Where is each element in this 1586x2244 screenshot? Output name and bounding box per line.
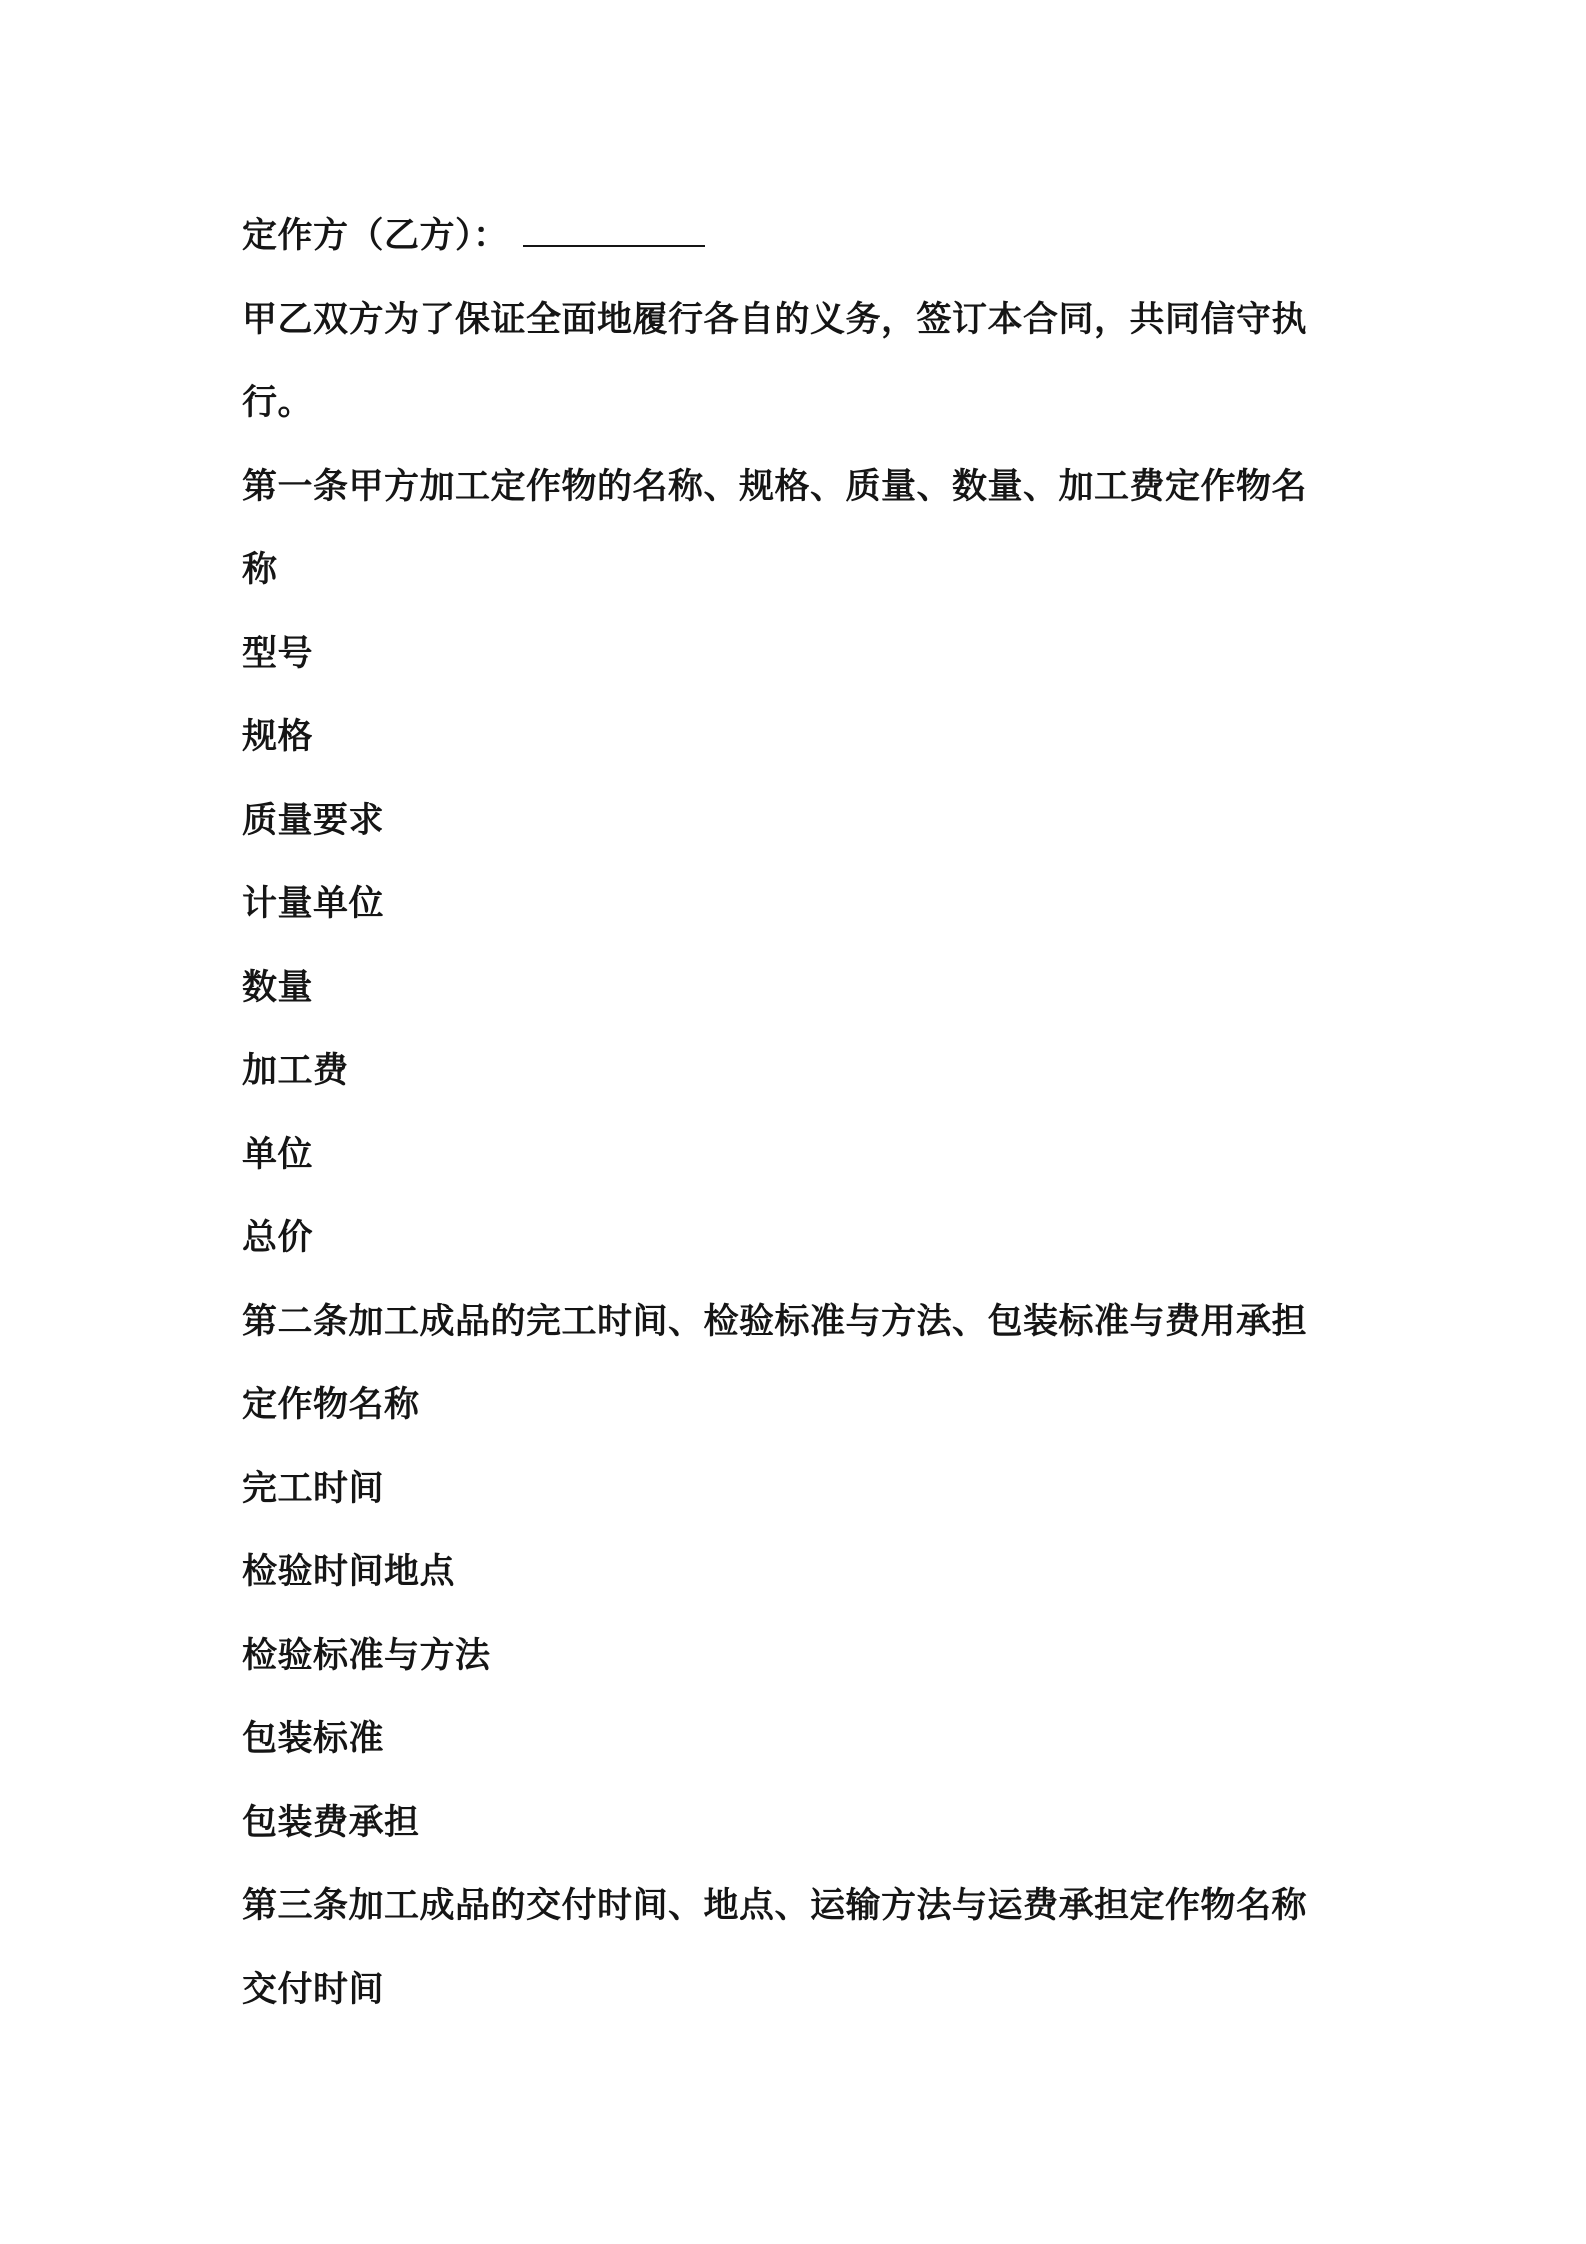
item-inspection-time-place: 检验时间地点 [242,1552,456,1592]
party-b-label: 定作方（乙方）： [242,216,509,256]
item-total-price: 总价 [242,1218,314,1258]
article-2-heading: 第二条加工成品的完工时间、检验标准与方法、包装标准与费用承担 [242,1301,1308,1342]
contract-text [242,195,1352,2032]
item-quantity: 数量 [242,967,314,1008]
party-b-blank-field [523,205,705,247]
article-1-heading: 第一条甲方加工定作物的名称、规格、质量、数量、加工费定作物名 [242,466,1308,507]
preamble-line-1: 甲乙双方为了保证全面地履行各自的义务，签订本合同，共同信守执 [242,299,1308,340]
item-delivery-time: 交付时间 [242,1969,385,2010]
article-3-heading: 第三条加工成品的交付时间、地点、运输方法与运费承担定作物名称 [242,1886,1308,1926]
item-model: 型号 [242,633,314,674]
item-product-name: 定作物名称 [242,1385,420,1425]
item-spec: 规格 [242,717,314,757]
item-completion-time: 完工时间 [242,1468,385,1509]
item-packaging-cost: 包装费承担 [242,1802,420,1843]
item-processing-fee: 加工费 [242,1051,349,1091]
party-b-line [242,195,1352,279]
item-packaging-standard: 包装标准 [242,1719,385,1759]
article-1-heading-cont: 称 [242,550,278,590]
item-inspection-standard: 检验标准与方法 [242,1635,491,1676]
item-unit-of-measure: 计量单位 [242,884,385,924]
item-unit: 单位 [242,1134,314,1175]
preamble-line-2: 行。 [242,383,314,423]
item-quality: 质量要求 [242,800,385,841]
